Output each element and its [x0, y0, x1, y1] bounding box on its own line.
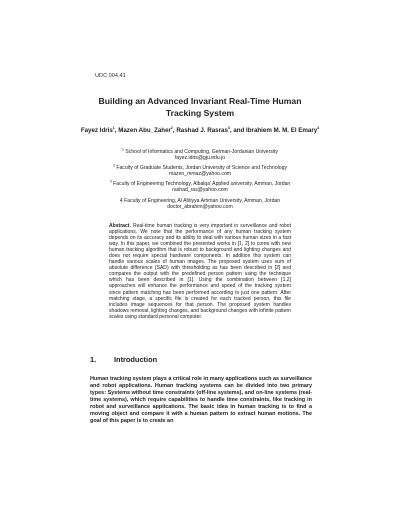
affiliation [78, 165, 322, 177]
affiliation-email: rashad_ras@yahoo.com [172, 187, 228, 194]
affiliation-sup: 3 [109, 179, 112, 184]
abstract-text: Real-time human tracking is very important in surveillance and robot applications. We note that the performance of any human tracking system depends on its accuracy and its ability to deal with various human sizes in a fast way. In this paper, we combined the presented works in [1, 2] to come with new human tracking algorithm that is robust to background and lighting changes and does not require special hardware components. In addition this system can handle various scales of human images. The proposed system uses sum of absolute difference (SAD) with thresholding as has been described in [2] and compares the output with the predefined person pattern using the technique which has been described in [1]. Using the combination between [1,2] approaches will enhance the performance and speed of the tracking system since pattern matching has been performed according to just one pattern. After matching stage, a specific file is created for each tracked person, this file includes image sequences for that person. The proposed system handles shadows removal, lighting changes, and background changes with infinite pattern scales using standard personal computer. [109, 223, 291, 320]
affiliation-email: fayez.idris@gju.edu.jo [174, 155, 226, 162]
abstract-label: Abstract. [109, 223, 131, 229]
author-name: Mazen Abu_Zaher [118, 127, 171, 134]
affiliation [78, 181, 322, 193]
affiliation-name: School of Informatics and Computing, German-Jordanian University [125, 149, 278, 155]
udc-code: UDC 004.41 [95, 73, 126, 79]
affiliation-list [78, 149, 322, 214]
author-list: Fayez Idris$^1$, Mazen Abu_Zaher$^2$, Rashad J. Rasras$^3$, and Ibrahiem M. M. El Emary$^4$ [80, 125, 320, 134]
affiliation [78, 149, 322, 161]
intro-paragraph: Human tracking system plays a critical role in many applications such as surveillance and robot applications. Human tracking systems can be divided into two primary types: Systems without time constraints (off-line systems), and on-line systems (real-time systems), which require capabilities to handle time constraints, like tracking in robot and surveillance applications. The basic idea in human tracking is to find a moving object and compare it with a human pattern to extract human motions. The goal of this paper is to create an [90, 376, 312, 425]
author-sup: 3 [227, 125, 230, 130]
author-name: Fayez Idris [80, 127, 113, 134]
section-number: 1. [90, 355, 97, 364]
affiliation-name: Faculty of Engineering, Al Ahliyya Amman University, Amman, Jordan [124, 197, 281, 204]
affiliation-name: Faculty of Engineering Technology, Albalqa' Applied university, Amman, Jordan [113, 181, 291, 188]
section-heading [90, 355, 157, 364]
affiliation-name: Faculty of Graduate Students, Jordan University of Science and Technology [116, 165, 288, 172]
author-name: and Ibrahiem M. M. El Emary [233, 127, 318, 134]
author-sup: 2 [170, 125, 173, 130]
paper-title: Building an Advanced Invariant Real-Time Human Tracking System [98, 96, 302, 118]
affiliation-sup: 4 [119, 197, 123, 204]
author-sup: 4 [317, 125, 320, 130]
affiliation-email: mazen_mmaz@yahoo.com [168, 171, 232, 178]
affiliation-sup: 2 [112, 163, 115, 168]
author-name: Rashad J. Rasras [176, 127, 228, 134]
affiliation-sup: 1 [122, 147, 124, 152]
affiliation-email: doctor_abrahim@yahoo.com [167, 203, 233, 210]
author-sup: 1 [112, 125, 115, 130]
abstract [109, 223, 291, 320]
section-title: Introduction [114, 355, 158, 364]
affiliation [78, 198, 322, 210]
